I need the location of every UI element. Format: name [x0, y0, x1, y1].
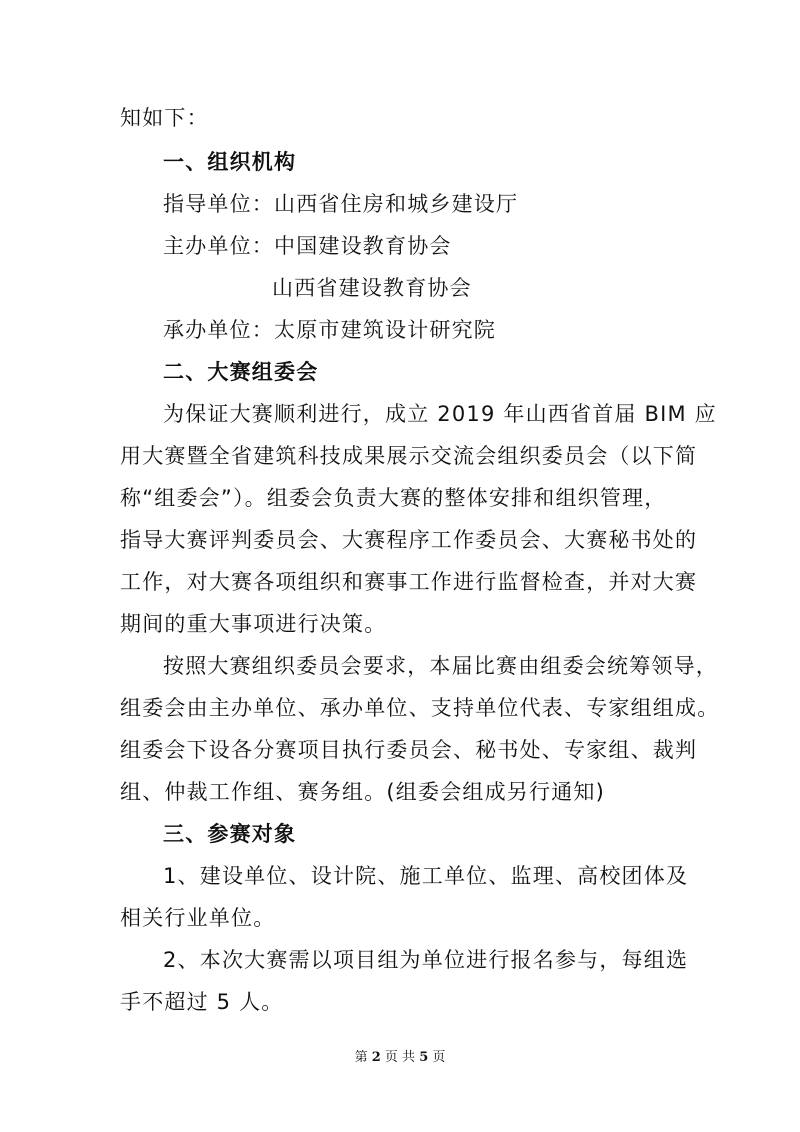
footer-total-pages: 5	[419, 1050, 429, 1065]
text-line: 为保证大赛顺利进行，成立 2019 年山西省首届 BIM 应	[163, 402, 717, 426]
text-line: 2、本次大赛需以项目组为单位进行报名参与，每组选	[163, 948, 689, 972]
text-line: 期间的重大事项进行决策。	[120, 612, 387, 636]
text-line: 手不超过 5 人。	[120, 990, 284, 1014]
text-line: 指导大赛评判委员会、大赛程序工作委员会、大赛秘书处的	[120, 528, 698, 552]
text-line: 组委会由主办单位、承办单位、支持单位代表、专家组组成。	[120, 696, 720, 720]
footer-page-number: 2	[371, 1050, 381, 1065]
section-heading-committee: 二、大赛组委会	[163, 360, 319, 384]
text-line: 相关行业单位。	[120, 906, 276, 930]
text-line: 工作，对大赛各项组织和赛事工作进行监督检查，并对大赛	[120, 570, 698, 594]
text-line: 指导单位：山西省住房和城乡建设厅	[163, 192, 519, 216]
text-line: 山西省建设教育协会	[272, 276, 472, 300]
text-line: 知如下：	[120, 106, 209, 130]
text-line: 1、建设单位、设计院、施工单位、监理、高校团体及	[163, 864, 689, 888]
text-line: 称“组委会”）。组委会负责大赛的整体安排和组织管理，	[120, 486, 667, 510]
section-heading-participants: 三、参赛对象	[163, 822, 297, 846]
text-line: 用大赛暨全省建筑科技成果展示交流会组织委员会（以下简	[120, 444, 698, 468]
footer-middle: 页 共	[384, 1050, 416, 1065]
text-line: 组委会下设各分赛项目执行委员会、秘书处、专家组、裁判	[120, 738, 698, 762]
text-line: 组、仲裁工作组、赛务组。(组委会组成另行通知)	[120, 780, 605, 804]
page-footer	[0, 1050, 800, 1066]
text-line: 主办单位：中国建设教育协会	[163, 234, 452, 258]
footer-prefix: 第	[354, 1050, 368, 1065]
footer-suffix: 页	[432, 1050, 446, 1065]
section-heading-organization: 一、组织机构	[163, 150, 297, 174]
text-line: 承办单位：太原市建筑设计研究院	[163, 318, 496, 342]
text-line: 按照大赛组织委员会要求，本届比赛由组委会统筹领导，	[163, 654, 718, 678]
